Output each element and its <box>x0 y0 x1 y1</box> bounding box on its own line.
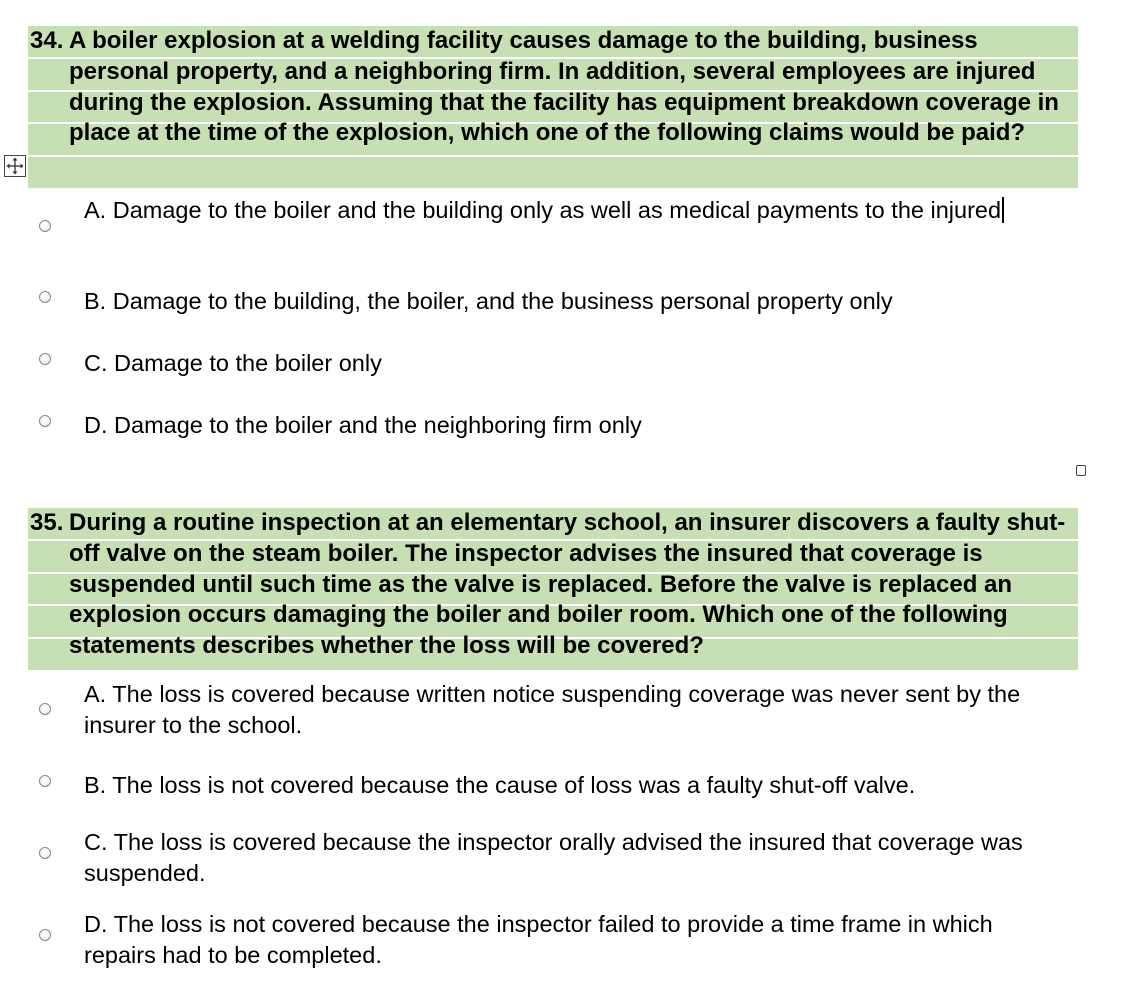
checkbox-icon[interactable] <box>1076 465 1086 476</box>
question-number: 35. <box>30 509 64 536</box>
radio-button[interactable] <box>39 847 51 859</box>
question-text: A boiler explosion at a welding facility causes damage to the building, business personal property, and a neighboring firm. In addition, several employees are injured during the explosion. Assuming that the facility has equipment breakdown coverage in place at the time of the explosion, which one of the following claims would be paid? <box>69 27 1059 147</box>
radio-button[interactable] <box>39 220 51 232</box>
question-number: 34. <box>30 27 64 54</box>
table-move-handle-icon[interactable] <box>4 155 26 177</box>
option-label: B. The loss is not covered because the cause of loss was a faulty shut-off valve. <box>84 772 916 798</box>
option-label: C. Damage to the boiler only <box>84 350 382 376</box>
option-label: D. The loss is not covered because the inspector failed to provide a time frame in which repairs had to be completed. <box>84 911 993 968</box>
text-cursor <box>1002 197 1004 223</box>
option-label: C. The loss is covered because the inspector orally advised the insured that coverage was suspended. <box>84 829 1023 886</box>
radio-button[interactable] <box>39 291 51 303</box>
radio-button[interactable] <box>39 415 51 427</box>
question-34 <box>28 26 1078 190</box>
radio-button[interactable] <box>39 703 51 715</box>
radio-button[interactable] <box>39 775 51 787</box>
option-label: B. Damage to the building, the boiler, and the business personal property only <box>84 288 893 314</box>
radio-button[interactable] <box>39 929 51 941</box>
question-35 <box>28 508 1078 672</box>
question-text: During a routine inspection at an elementary school, an insurer discovers a faulty shut-off valve on the steam boiler. The inspector advises the insured that coverage is suspended until such time as the valve is replaced. Before the valve is replaced an explosion occurs damaging the boiler and boiler room. Which one of the following statements describes whether the loss will be covered? <box>69 509 1066 660</box>
option-label: D. Damage to the boiler and the neighboring firm only <box>84 412 642 438</box>
option-label: A. The loss is covered because written notice suspending coverage was never sent by the insurer to the school. <box>84 681 1021 738</box>
radio-button[interactable] <box>39 353 51 365</box>
question-stem <box>28 26 1078 190</box>
option-label: A. Damage to the boiler and the building only as well as medical payments to the injured <box>84 197 1002 223</box>
question-stem <box>28 508 1078 672</box>
